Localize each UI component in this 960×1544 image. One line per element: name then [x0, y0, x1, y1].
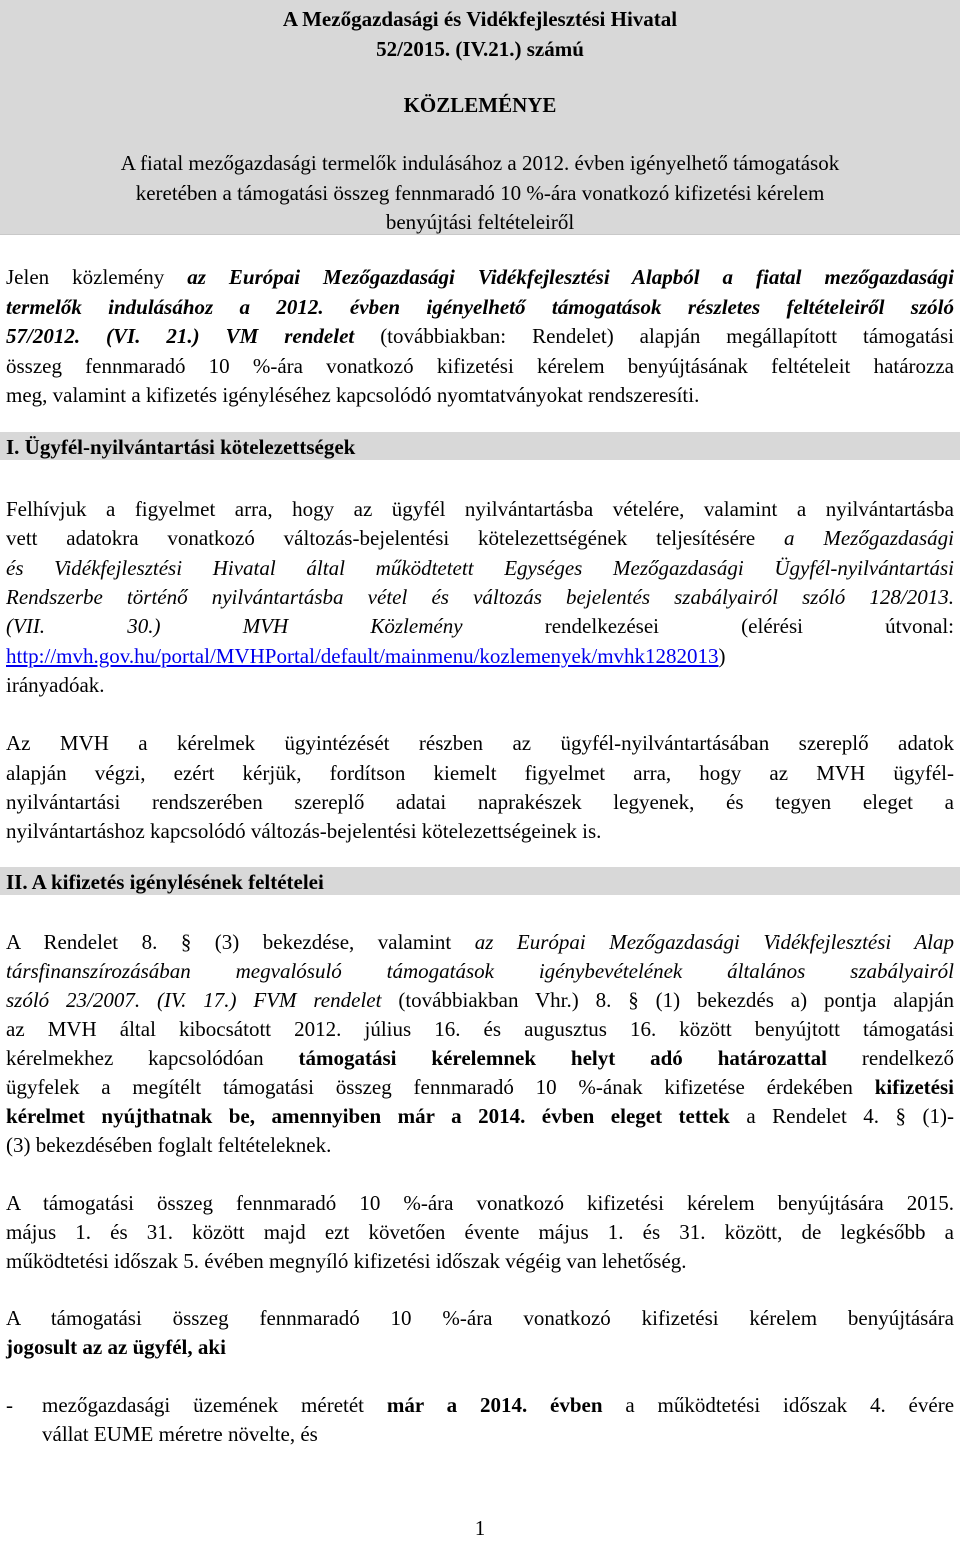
intro-line: meg, valamint a kifizetés igényléséhez kapcsolódó nyomtatványokat rendszeresíti.: [6, 383, 700, 407]
section1-line: (VII. 30.) MVH Közlemény rendelkezései (elérési útvonal:: [6, 614, 954, 638]
section1-line: vett adatokra vonatkozó változás-bejelentési kötelezettségének teljesítésére a Mezőgazdasági: [6, 526, 954, 550]
section2-line: kérelmet nyújthatnak be, amennyiben már a 2014. évben eleget tettek a Rendelet 4. § (1)-: [6, 1104, 954, 1128]
section2-line: működtetési időszak 5. évében megnyíló kifizetési időszak végéig van lehetőség.: [6, 1249, 687, 1273]
section-heading: I. Ügyfél-nyilvántartási kötelezettségek: [0, 432, 960, 460]
section1-line: Rendszerbe történő nyilvántartásba vétel és változás bejelentés szabályairól szóló 128/2013.: [6, 585, 954, 609]
section2-line: A támogatási összeg fennmaradó 10 %-ára vonatkozó kifizetési kérelem benyújtására 2015.: [6, 1191, 954, 1215]
issuer-line: A Mezőgazdasági és Vidékfejlesztési Hivatal: [282, 7, 678, 31]
subject-line-3: benyújtási feltételeiről: [385, 210, 575, 234]
section2-line: társfinanszírozásában megvalósuló támogatások igénybevételének általános szabályairól: [6, 959, 954, 983]
document-kind: KÖZLEMÉNYE: [403, 93, 557, 117]
list-bullet: -: [6, 1393, 13, 1417]
section2-line: (3) bekezdésében foglalt feltételeknek.: [6, 1133, 332, 1157]
section2-line: ügyfelek a megítélt támogatási összeg fennmaradó 10 %-ának kifizetése érdekében kifizetési: [6, 1075, 954, 1099]
section1-line: Felhívjuk a figyelmet arra, hogy az ügyfél nyilvántartásba vételére, valamint a nyilvántartásba: [6, 497, 954, 521]
intro-line: [6, 323, 954, 349]
list-item: vállat EUME méretre növelte, és: [42, 1422, 318, 1446]
section1-line: nyilvántartási rendszerében szereplő adatai naprakészek legyenek, és tegyen eleget a: [6, 790, 954, 814]
section2-line: kérelmekhez kapcsolódóan támogatási kérelemnek helyt adó határozattal rendelkező: [6, 1046, 954, 1070]
section1-line: és Vidékfejlesztési Hivatal által működtetett Egységes Mezőgazdasági Ügyfél-nyilvántartási: [6, 556, 954, 580]
intro-regulation-ref: 57/2012. (VI. 21.) VM rendelet: [6, 324, 355, 348]
section2-line: jogosult az az ügyfél, aki: [6, 1335, 226, 1359]
intro-text: (továbbiakban: Rendelet) alapján megállapított támogatási: [354, 324, 954, 348]
section1-line: irányadóak.: [6, 673, 105, 697]
list-item: mezőgazdasági üzemének méretét már a 2014. évben a működtetési időszak 4. évére: [42, 1393, 955, 1417]
section2-line: A Rendelet 8. § (3) bekezdése, valamint az Európai Mezőgazdasági Vidékfejlesztési Alap: [6, 930, 954, 954]
section1-line: Az MVH a kérelmek ügyintézését részben az ügyfél-nyilvántartásában szereplő adatok: [6, 731, 954, 755]
intro-line: [6, 264, 954, 290]
page-number: 1: [474, 1516, 486, 1540]
subject-line-2: keretében a támogatási összeg fennmaradó 10 %-ára vonatkozó kifizetési kérelem: [135, 181, 825, 205]
subject-line-1: A fiatal mezőgazdasági termelők indulásához a 2012. évben igényelhető támogatások: [120, 151, 840, 175]
section-heading: II. A kifizetés igénylésének feltételei: [0, 867, 960, 895]
section2-line: szóló 23/2007. (IV. 17.) FVM rendelet (továbbiakban Vhr.) 8. § (1) bekezdés a) pontja alapján: [6, 988, 954, 1012]
title-box: [0, 0, 960, 235]
intro-line: termelők indulásához a 2012. évben igényelhető támogatások részletes feltételeiről szóló: [6, 295, 954, 319]
section1-line: http://mvh.gov.hu/portal/MVHPortal/default/mainmenu/kozlemenyek/mvhk1282013): [6, 644, 726, 668]
section2-line: az MVH által kibocsátott 2012. július 16. és augusztus 16. között benyújtott támogatási: [6, 1017, 954, 1041]
intro-regulation-title: az Európai Mezőgazdasági Vidékfejlesztési Alapból a fiatal mezőgazdasági: [187, 265, 954, 289]
section2-line: A támogatási összeg fennmaradó 10 %-ára vonatkozó kifizetési kérelem benyújtására: [6, 1306, 954, 1330]
section1-line: alapján végzi, ezért kérjük, fordítson kiemelt figyelmet arra, hogy az MVH ügyfél-: [6, 761, 954, 785]
document-number: 52/2015. (IV.21.) számú: [376, 37, 584, 61]
intro-line: összeg fennmaradó 10 %-ára vonatkozó kifizetési kérelem benyújtásának feltételeit határozza: [6, 354, 954, 378]
section1-line: nyilvántartáshoz kapcsolódó változás-bejelentési kötelezettségeinek is.: [6, 819, 602, 843]
section2-line: május 1. és 31. között majd ezt követően évente május 1. és 31. között, de legkésőbb a: [6, 1220, 954, 1244]
intro-text: Jelen közlemény: [6, 265, 188, 289]
mvh-link[interactable]: http://mvh.gov.hu/portal/MVHPortal/default/mainmenu/kozlemenyek/mvhk1282013: [6, 644, 719, 668]
